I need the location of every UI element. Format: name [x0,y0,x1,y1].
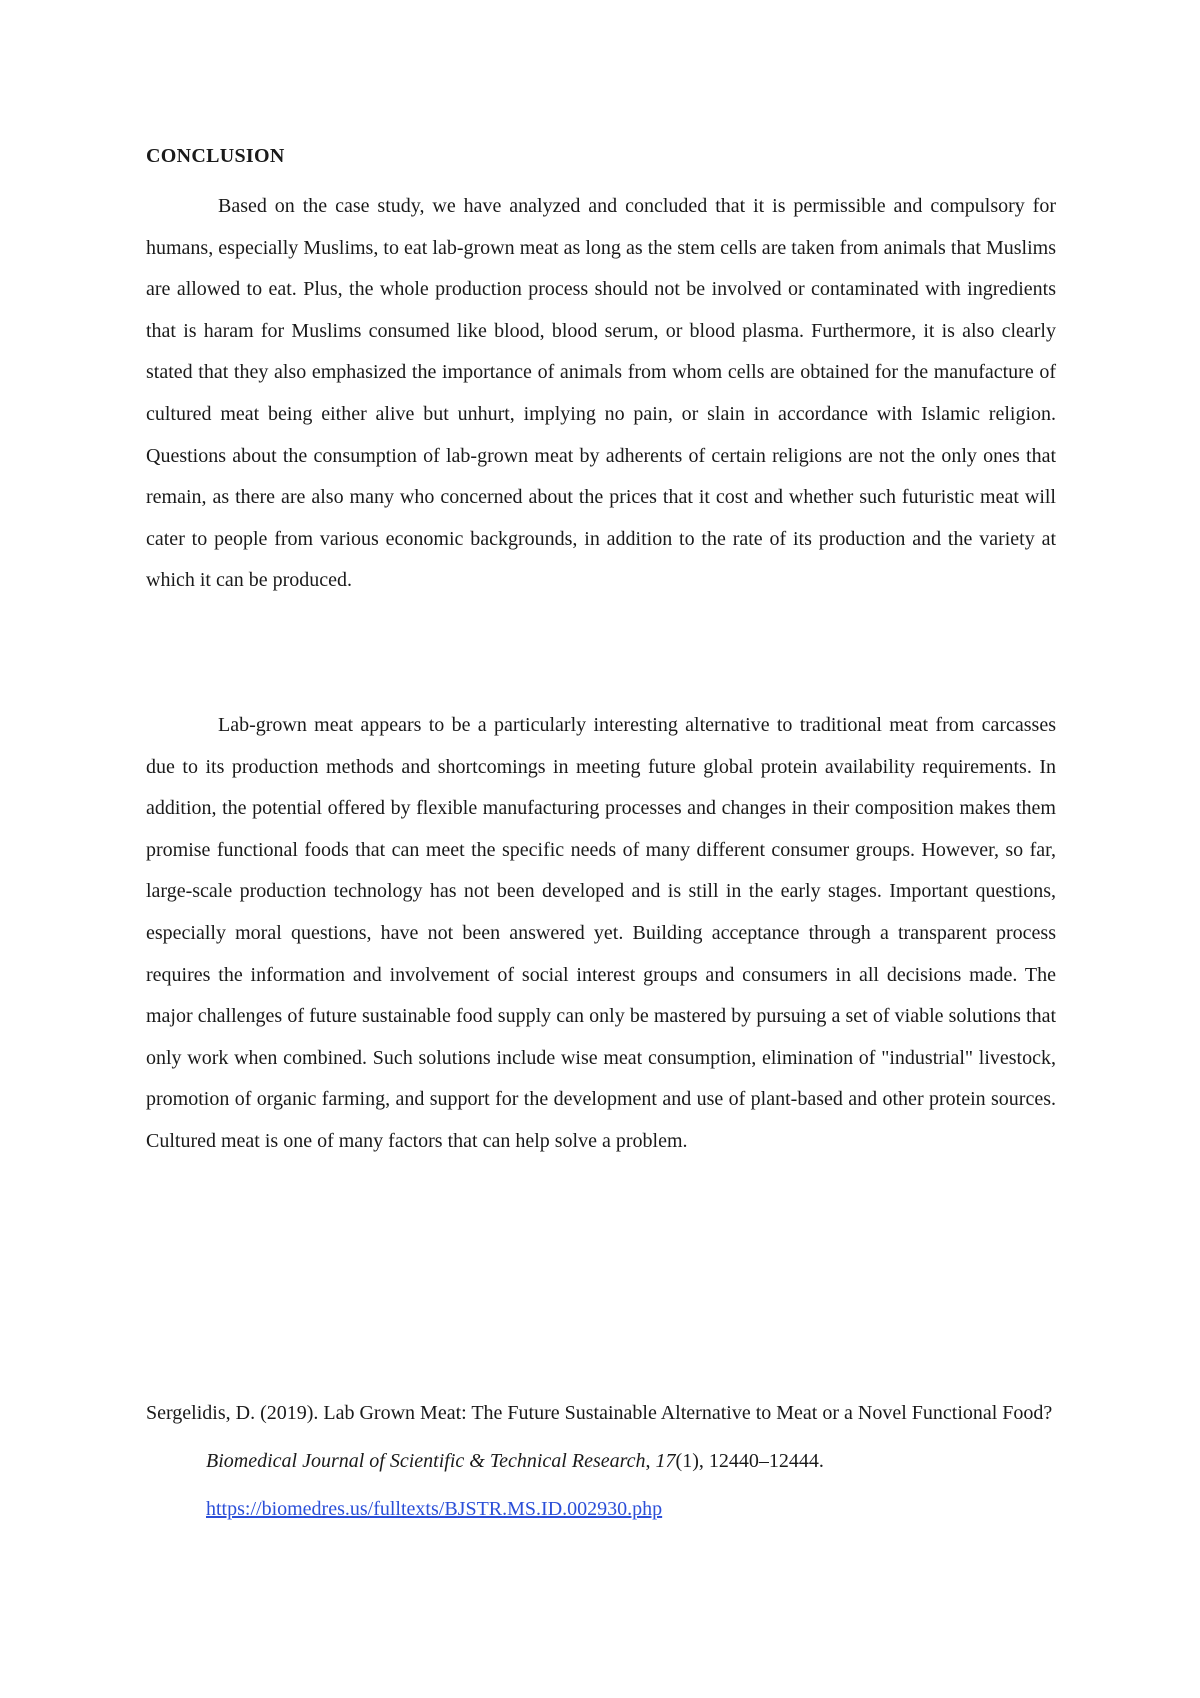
reference-url-link[interactable]: https://biomedres.us/fulltexts/BJSTR.MS.ID.002930.php [206,1498,663,1520]
reference-separator: , [645,1450,656,1472]
paragraph-1: Based on the case study, we have analyzed and concluded that it is permissible and compulsory for humans, especially Muslims, to eat lab-grown meat as long as the stem cells are taken from animals that Muslims are allowed to eat. Plus, the whole production process should not be involved or contaminated with ingredients that is haram for Muslims consumed like blood, blood serum, or blood plasma. Furthermore, it is also clearly stated that they also emphasized the importance of animals from whom cells are obtained for the manufacture of cultured meat being either alive but unhurt, implying no pain, or slain in accordance with Islamic religion. Questions about the consumption of lab-grown meat by adherents of certain religions are not the only ones that remain, as there are also many who concerned about the prices that it cost and whether such futuristic meat will cater to people from various economic backgrounds, in addition to the rate of its production and the variety at which it can be produced. [146,195,1056,592]
reference-authors-title: Sergelidis, D. (2019). Lab Grown Meat: The Future Sustainable Alternative to Meat or a Novel Functional Food? [146,1402,1053,1424]
reference-entry [146,1389,1056,1533]
reference-volume: 17 [655,1450,676,1472]
paragraph-2: Lab-grown meat appears to be a particularly interesting alternative to traditional meat from carcasses due to its production methods and shortcomings in meeting future global protein availability requirements. In addition, the potential offered by flexible manufacturing processes and changes in their composition makes them promise functional foods that can meet the specific needs of many different consumer groups. However, so far, large-scale production technology has not been developed and is still in the early stages. Important questions, especially moral questions, have not been answered yet. Building acceptance through a transparent process requires the information and involvement of social interest groups and consumers in all decisions made. The major challenges of future sustainable food supply can only be mastered by pursuing a set of viable solutions that only work when combined. Such solutions include wise meat consumption, elimination of "industrial" livestock, promotion of organic farming, and support for the development and use of plant-based and other protein sources. Cultured meat is one of many factors that can help solve a problem. [146,714,1056,1152]
section-heading: CONCLUSION [146,145,285,167]
reference-issue-pages: (1), 12440–12444. [675,1450,824,1472]
reference-journal: Biomedical Journal of Scientific & Technical Research [206,1450,646,1472]
